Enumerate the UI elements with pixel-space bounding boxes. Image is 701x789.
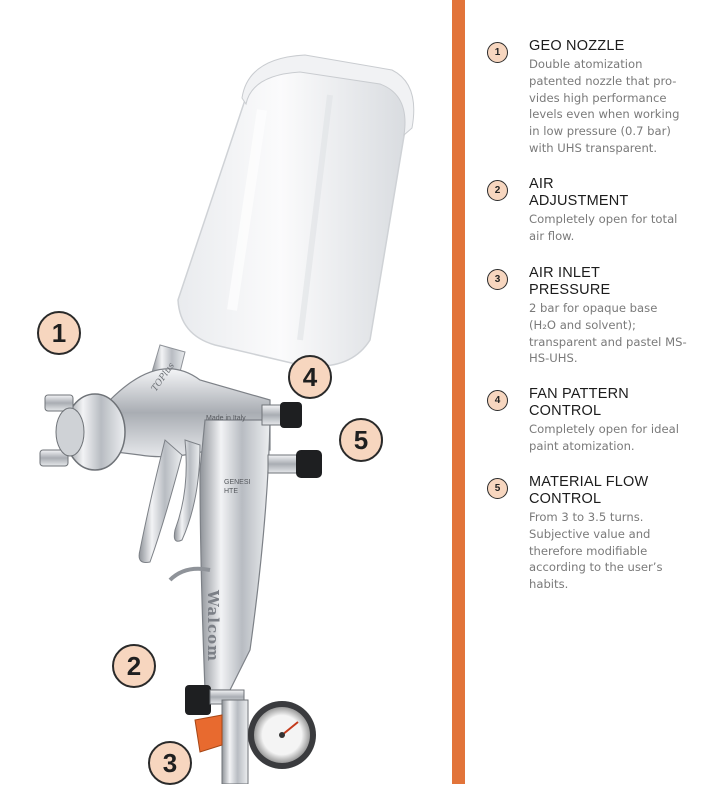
spec-title: MATERIAL FLOW CONTROL — [529, 474, 649, 507]
spec-title: AIR ADJUSTMENT — [529, 176, 629, 209]
spec-title: FAN PATTERN CONTROL — [529, 386, 629, 419]
spec-badge: 5 — [487, 478, 508, 499]
callout-1: 1 — [37, 311, 81, 355]
spec-title: GEO NOZZLE — [529, 38, 625, 54]
spec-item-air-inlet-pressure — [487, 265, 687, 386]
callout-2: 2 — [112, 644, 156, 688]
spec-description: Double atomization patented nozzle that pro-vides high performance levels even when working in low pressure (0.7 bar) with UHS transparent. — [529, 57, 680, 155]
spec-item-fan-pattern-control — [487, 386, 687, 474]
spec-badge: 4 — [487, 390, 508, 411]
paint-cup — [178, 55, 414, 366]
spec-description: Completely open for total air flow. — [529, 212, 678, 243]
spec-title: AIR INLET PRESSURE — [529, 265, 611, 298]
callout-4: 4 — [288, 355, 332, 399]
spec-item-air-adjustment — [487, 176, 687, 265]
spec-item-material-flow-control — [487, 474, 687, 593]
spec-description: 2 bar for opaque base (H₂O and solvent); transparent and pastel MS-HS-UHS. — [529, 301, 687, 366]
made-in-label: Made in Italy — [206, 415, 246, 422]
callout-3: 3 — [148, 741, 192, 785]
spec-badge: 2 — [487, 180, 508, 201]
spec-list — [487, 38, 687, 593]
spec-item-geo-nozzle — [487, 38, 687, 176]
accent-divider — [452, 0, 465, 784]
model-label: GENESI HTE — [224, 479, 251, 495]
spec-badge: 3 — [487, 269, 508, 290]
spec-badge: 1 — [487, 42, 508, 63]
line-label: TOPlus — [150, 361, 177, 394]
callout-5: 5 — [339, 418, 383, 462]
spec-description: Completely open for ideal paint atomization. — [529, 422, 679, 453]
spec-description: From 3 to 3.5 turns. Subjective value and therefore modifiable according to the user’s habits. — [529, 510, 663, 592]
brand-label: Walcom — [204, 590, 222, 662]
